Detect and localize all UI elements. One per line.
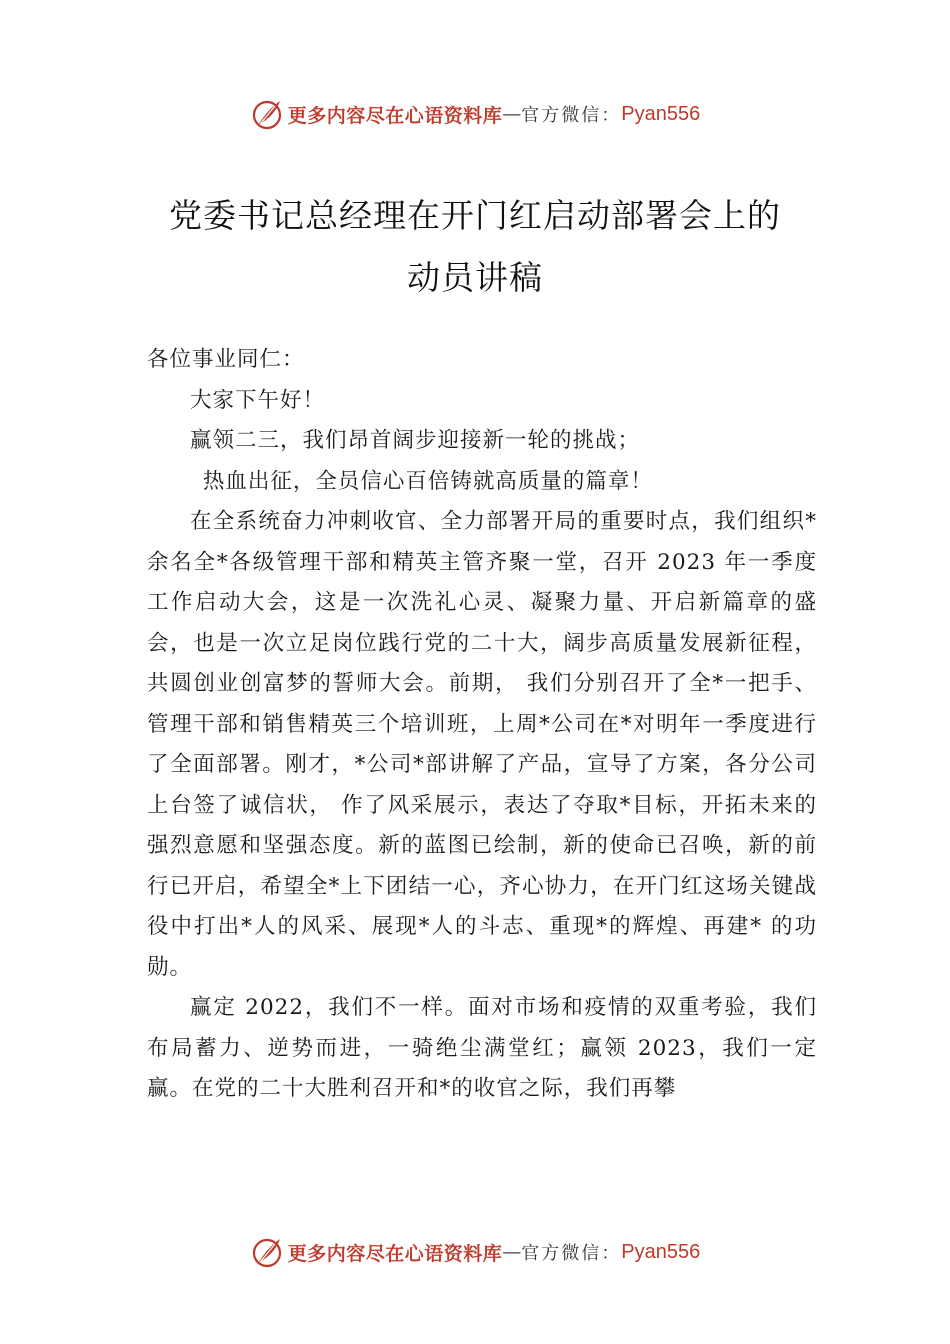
footer-banner — [0, 1232, 950, 1272]
banner-wechat-id: Pyan556 — [621, 1240, 701, 1263]
slogan-line-2: 热血出征，全员信心百倍铸就高质量的篇章！ — [202, 468, 653, 494]
slogan-line-1: 赢领二三，我们昂首阔步迎接新一轮的挑战； — [190, 428, 641, 453]
quill-logo-icon — [250, 97, 284, 131]
salutation: 各位事业同仁： — [147, 347, 305, 372]
banner-dash: — — [502, 103, 522, 125]
banner-wechat-id: Pyan556 — [621, 102, 701, 125]
document-body — [147, 340, 817, 1110]
paragraph: 赢定 2022，我们不一样。面对市场和疫情的双重考验，我们布局蓄力、逆势而进，一骑绝尘满堂红；赢领 2023，我们一定赢。在党的二十大胜利召开和*的收官之际，我们再攀 — [147, 995, 817, 1101]
banner-brand: 更多内容尽在心语资料库 — [287, 104, 503, 127]
document-title-line-1: 党委书记总经理在开门红启动部署会上的 — [169, 196, 781, 235]
banner-wechat-label: 官方微信： — [521, 1243, 622, 1264]
banner-dash: — — [502, 1241, 522, 1263]
greeting: 大家下午好！ — [190, 387, 326, 413]
quill-logo-icon — [250, 1235, 284, 1269]
banner-wechat-label: 官方微信： — [521, 105, 622, 126]
banner-brand: 更多内容尽在心语资料库 — [287, 1242, 503, 1265]
header-banner — [0, 94, 950, 134]
paragraph: 在全系统奋力冲刺收官、全力部署开局的重要时点，我们组织*余名全*各级管理干部和精英主管齐聚一堂，召开 2023 年一季度工作启动大会，这是一次洗礼心灵、凝聚力量、开启新篇章的盛会，也是一次立足岗位践行党的二十大，阔步高质量发展新征程，共圆创业创富梦的誓师大会。前期， 我们分别召开了全*一把手、管理干部和销售精英三个培训班，上周*公司在*对明年一季度进行了全面部署。刚才，*公司*部讲解了产品，宣导了方案，各分公司上台签了诚信状， 作了风采展示，表达了夺取*目标，开拓未来的强烈意愿和坚强态度。新的蓝图已绘制，新的使命已召唤，新的前行已开启，希望全*上下团结一心，齐心协力，在开门红这场关键战役中打出*人的风采、展现*人的斗志、重现*的辉煌、再建* 的功勋。 — [147, 509, 817, 980]
document-title-line-2: 动员讲稿 — [407, 258, 543, 297]
